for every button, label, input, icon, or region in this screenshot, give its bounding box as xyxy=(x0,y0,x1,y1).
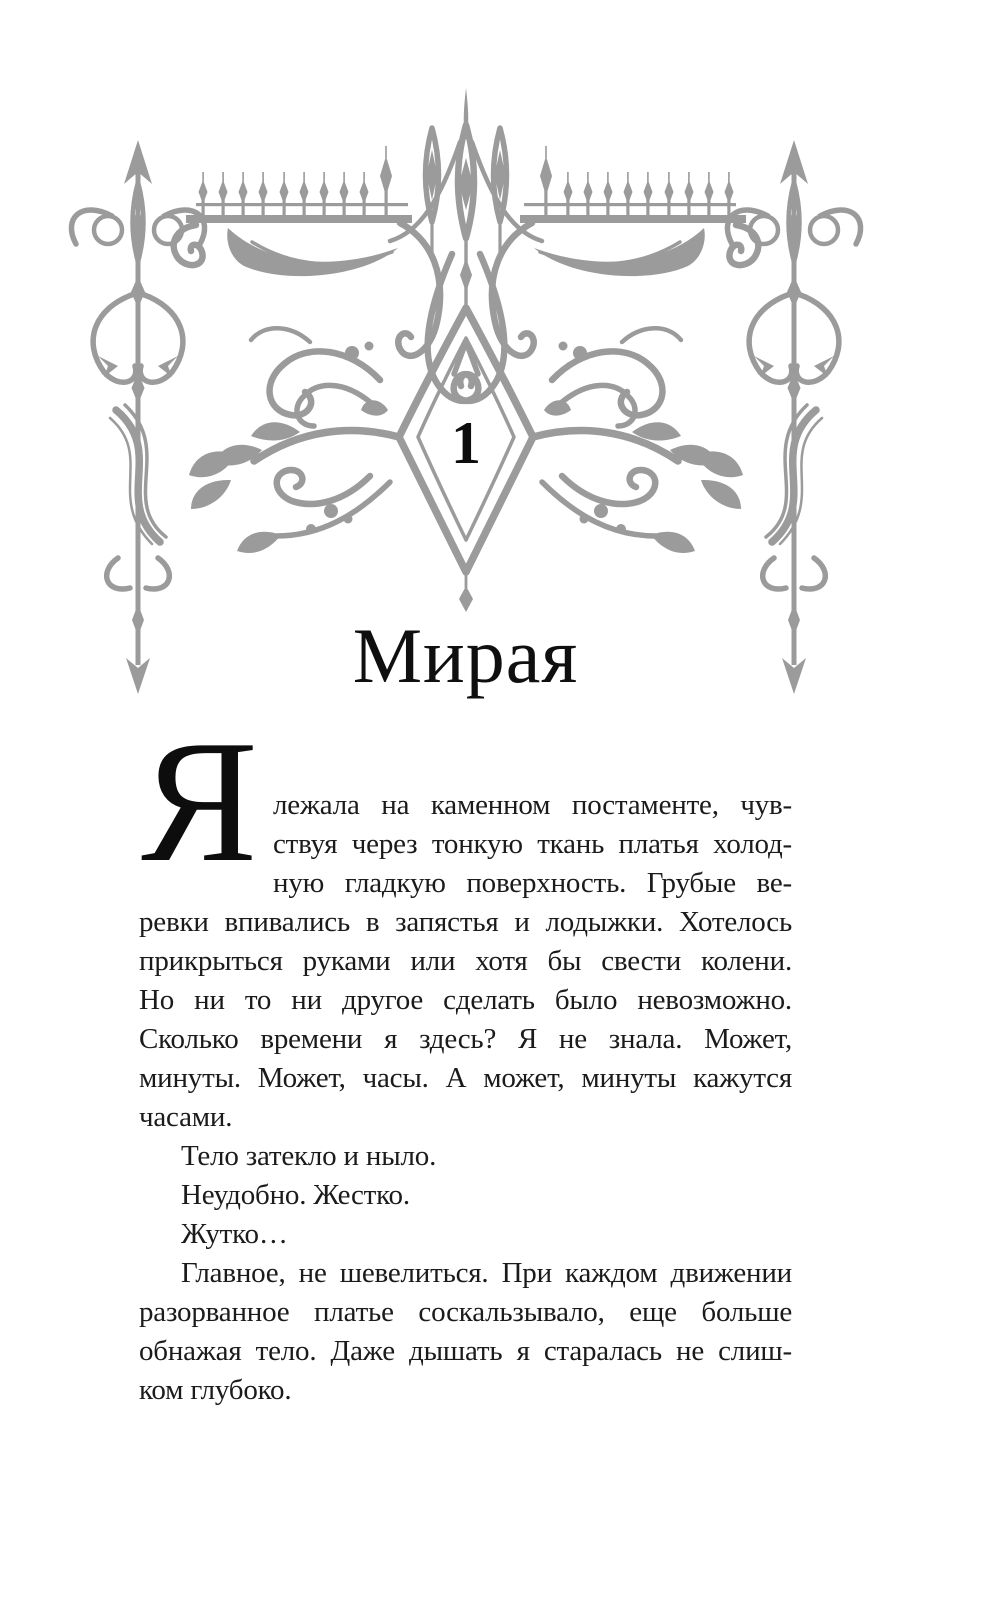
text-line: ком глубоко. xyxy=(139,1374,292,1406)
chapter-ornament xyxy=(0,80,1000,700)
text-line: ревки впивались в запястья и лодыжки. Хотелось xyxy=(139,906,792,938)
text-line: Жутко… xyxy=(181,1218,288,1250)
chapter-text xyxy=(139,704,792,1410)
text-line: часами. xyxy=(139,1101,233,1133)
text-line: ствуя через тонкую ткань платья холод- xyxy=(273,828,792,860)
text-line: Главное, не шевелиться. При каждом движении xyxy=(181,1257,792,1289)
text-line: минуты. Может, часы. А может, минуты кажутся xyxy=(139,1062,792,1094)
text-line: Неудобно. Жестко. xyxy=(181,1179,410,1211)
chapter-number: 1 xyxy=(451,410,481,476)
text-line: Тело затекло и ныло. xyxy=(181,1140,437,1172)
text-line: обнажая тело. Даже дышать я старалась не слиш- xyxy=(139,1335,792,1367)
text-line: прикрыться руками или хотя бы свести колени. xyxy=(139,945,792,977)
drop-cap-letter: Я xyxy=(141,704,258,898)
text-line: ную гладкую поверхность. Грубые ве- xyxy=(273,867,792,899)
drop-cap xyxy=(141,704,258,898)
chapter-title: Мирая xyxy=(352,612,579,699)
text-line: Сколько времени я здесь? Я не знала. Может, xyxy=(139,1023,792,1055)
text-line: лежала на каменном постаменте, чув- xyxy=(273,789,792,821)
text-line: разорванное платье соскальзывало, еще больше xyxy=(139,1296,792,1328)
text-line: Но ни то ни другое сделать было невозможно. xyxy=(139,984,792,1016)
